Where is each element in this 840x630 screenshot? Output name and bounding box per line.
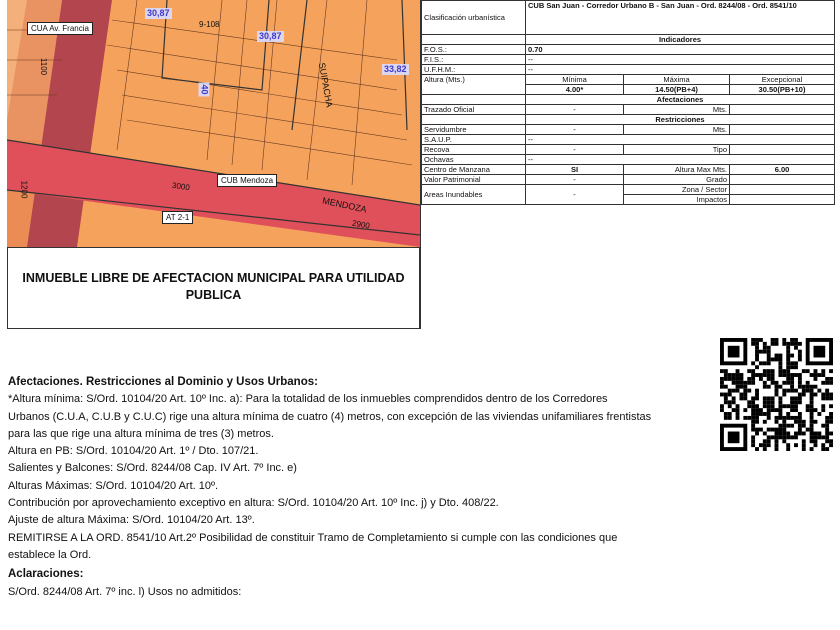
valor-patrimonial-value: - [526,175,624,185]
indicadores-header: Indicadores [526,35,835,45]
recova-unit: Tipo [624,145,730,155]
trazado-label: Trazado Oficial [422,105,526,115]
minima-header: Mínima [526,75,624,85]
impactos-label: Impactos [624,195,730,205]
centro-manzana-label: Centro de Manzana [422,165,526,175]
qr-code-icon [720,338,833,451]
fos-value: 0.70 [526,45,835,55]
fis-label: F.I.S.: [422,55,526,65]
map-dim-3: 33,82 [384,64,407,74]
map-dim-4: 40 [199,84,210,95]
servidumbre-unit: Mts. [624,125,730,135]
map-number-2900: 2900 [351,218,371,231]
recova-value: - [526,145,624,155]
afectaciones-line-8: Ajuste de altura Máxima: S/Ord. 10104/20 Art. 13º. [8,514,255,527]
notice-text: INMUEBLE LIBRE DE AFECTACION MUNICIPAL PARA UTILIDAD PUBLICA [22,271,405,302]
ufhm-label: U.F.H.M.: [422,65,526,75]
map-dim-1: 30,87 [147,8,170,18]
map-tag-cua-francia: CUA Av. Francia [27,22,93,35]
excepcional-header: Excepcional [730,75,835,85]
maxima-header: Máxima [624,75,730,85]
afectaciones-line-4: Altura en PB: S/Ord. 10104/20 Art. 1º / Dto. 107/21. [8,445,259,458]
afectaciones-line-6: Alturas Máximas: S/Ord. 10104/20 Art. 10º. [8,479,219,492]
map-tag-at: AT 2-1 [162,211,193,224]
ufhm-value: -- [526,65,835,75]
areas-inundables-label: Areas Inundables [422,185,526,205]
centro-manzana-value: SI [526,165,624,175]
fos-label: F.O.S.: [422,45,526,55]
saup-label: S.A.U.P. [422,135,526,145]
ochavas-label: Ochavas [422,155,526,165]
restricciones-header: Restricciones [526,115,835,125]
afectaciones-line-10: establece la Ord. [8,548,92,561]
clasificacion-value: CUB San Juan - Corredor Urbano B - San Juan - Ord. 8244/08 - Ord. 8541/10 [526,1,835,35]
afectaciones-line-1: *Altura mínima: S/Ord. 10104/20 Art. 10º Inc. a): Para la totalidad de los inmuebles comprendidos dentro de los Corredores [8,393,608,406]
indicators-table [421,0,835,205]
aclaraciones-line-1: S/Ord. 8244/08 Art. 7º inc. l) Usos no admitidos: [8,585,242,598]
servidumbre-value: - [526,125,624,135]
zona-sector-label: Zona / Sector [624,185,730,195]
zoning-map [7,0,420,247]
servidumbre-label: Servidumbre [422,125,526,135]
altura-excepcional-value: 30.50(PB+10) [730,85,835,95]
fis-value: -- [526,55,835,65]
altura-label: Altura (Mts.) [422,75,526,95]
afectaciones-header: Afectaciones [526,95,835,105]
afectaciones-line-2: Urbanos (C.U.A, C.U.B y C.U.C) rige una altura mínima de cuatro (4) metros, con excepción de las viviendas unifamiliares frentistas [8,410,652,423]
recova-label: Recova [422,145,526,155]
map-dim-2: 30,87 [259,31,282,41]
altura-max-value: 6.00 [730,165,835,175]
trazado-value: - [526,105,624,115]
afectaciones-heading: Afectaciones. Restricciones al Dominio y Usos Urbanos: [8,376,318,388]
map-street-suipacha: SUIPACHA [316,61,335,109]
afectaciones-line-5: Salientes y Balcones: S/Ord. 8244/08 Cap. IV Art. 7º Inc. e) [8,462,297,475]
map-block-label: 9-108 [199,20,220,29]
trazado-unit: Mts. [624,105,730,115]
altura-maxima-value: 14.50(PB+4) [624,85,730,95]
afectaciones-line-7: Contribución por aprovechamiento exceptivo en altura: S/Ord. 10104/20 Art. 10º Inc. j) y Dto. 408/22. [8,497,499,510]
map-number-3000: 3000 [171,180,191,193]
afectaciones-line-9: REMITIRSE A LA ORD. 8541/10 Art.2º Posibilidad de constituir Tramo de Completamiento si cumple con las condiciones que [8,531,618,544]
map-street-mendoza: MENDOZA [321,195,368,215]
areas-inundables-value: - [526,185,624,205]
clasificacion-label: Clasificación urbanística [422,1,526,35]
ochavas-value: -- [526,155,835,165]
indicators-panel [420,0,840,329]
saup-value: -- [526,135,835,145]
aclaraciones-heading: Aclaraciones: [8,568,84,581]
altura-max-label: Altura Max Mts. [624,165,730,175]
map-number-1100: 1100 [39,57,49,76]
afectaciones-section [8,374,720,601]
valor-patrimonial-label: Valor Patrimonial [422,175,526,185]
notice-box [7,247,420,329]
map-tag-cub-mendoza: CUB Mendoza [217,174,277,187]
grado-label: Grado [624,175,730,185]
afectaciones-line-3: para las que rige una altura mínima de tres (3) metros. [8,427,274,440]
altura-minima-value: 4.00* [526,85,624,95]
map-number-1200: 1200 [19,180,29,199]
